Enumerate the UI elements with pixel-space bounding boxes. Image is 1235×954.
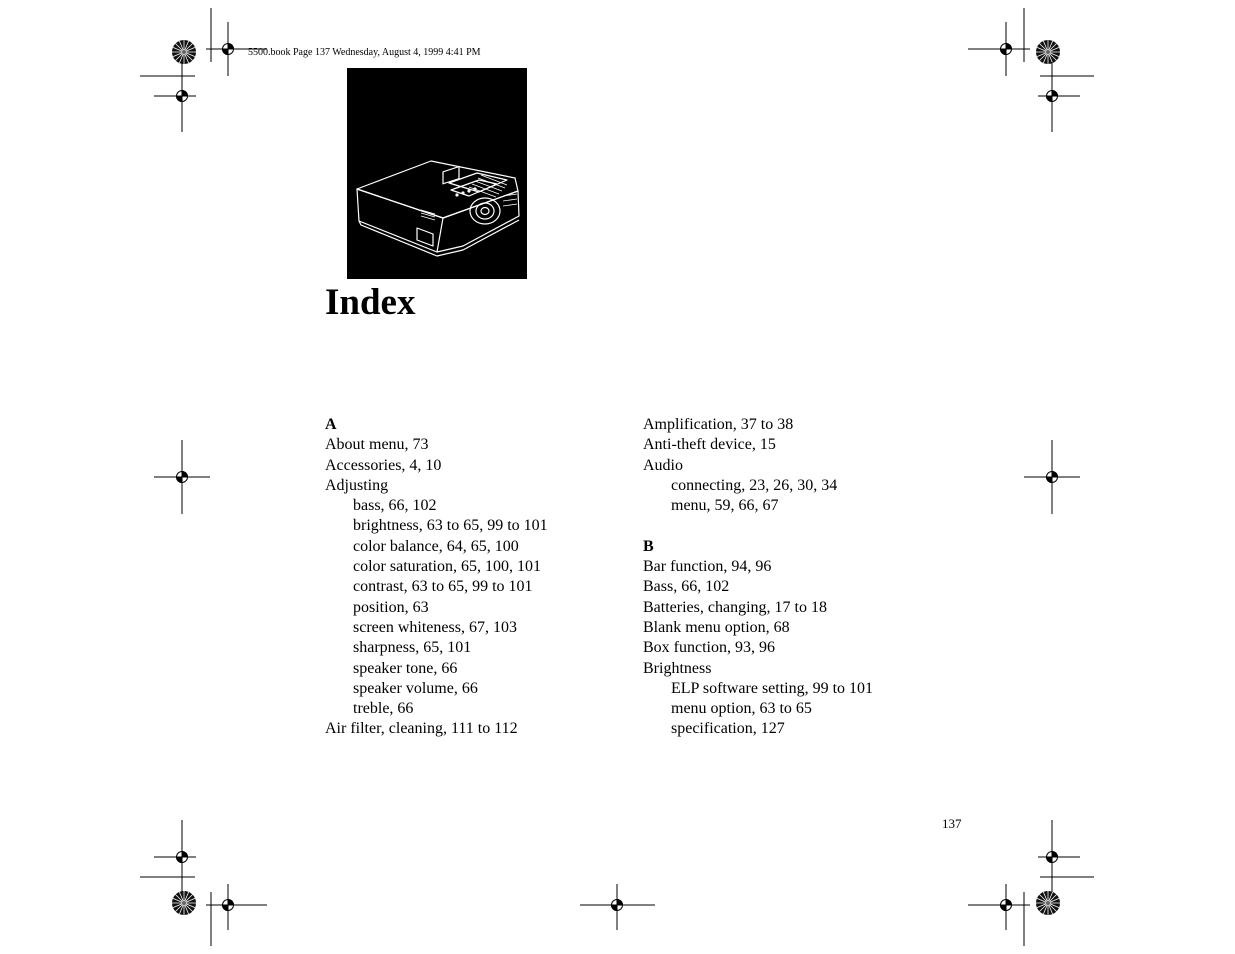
- index-entry: Audio: [643, 456, 683, 474]
- index-subentry: color balance, 64, 65, 100: [353, 537, 519, 555]
- index-entry: Anti-theft device, 15: [643, 436, 776, 454]
- index-entry: Accessories, 4, 10: [325, 456, 442, 474]
- index-entry: Brightness: [643, 659, 712, 677]
- index-entry: Bass, 66, 102: [643, 578, 730, 596]
- index-letter-a: A: [325, 416, 337, 433]
- index-subentry: bass, 66, 102: [353, 497, 437, 515]
- index-subentry: specification, 127: [671, 720, 785, 738]
- index-column-right: [643, 415, 963, 740]
- index-subentry: contrast, 63 to 65, 99 to 101: [353, 578, 533, 596]
- index-entry: About menu, 73: [325, 436, 429, 454]
- index-subentry: color saturation, 65, 100, 101: [353, 558, 541, 576]
- index-subentry: brightness, 63 to 65, 99 to 101: [353, 517, 548, 535]
- index-subentry: menu option, 63 to 65: [671, 700, 812, 718]
- index-entry: Bar function, 94, 96: [643, 558, 772, 576]
- page-title: Index: [325, 282, 416, 323]
- index-entry: Amplification, 37 to 38: [643, 416, 794, 433]
- index-entry: Adjusting: [325, 476, 389, 494]
- index-subentry: screen whiteness, 67, 103: [353, 618, 517, 636]
- projector-illustration: [347, 68, 527, 279]
- index-entry: Blank menu option, 68: [643, 618, 790, 636]
- index-entry: Box function, 93, 96: [643, 639, 775, 657]
- index-letter-b: B: [643, 537, 654, 555]
- index-subentry: connecting, 23, 26, 30, 34: [671, 476, 838, 494]
- page-number: 137: [942, 816, 962, 831]
- index-subentry: treble, 66: [353, 700, 414, 718]
- index-subentry: sharpness, 65, 101: [353, 639, 472, 657]
- index-entry: Air filter, cleaning, 111 to 112: [325, 720, 518, 738]
- index-subentry: menu, 59, 66, 67: [671, 497, 779, 515]
- index-entry: Batteries, changing, 17 to 18: [643, 598, 827, 616]
- index-subentry: speaker tone, 66: [353, 659, 458, 677]
- index-subentry: speaker volume, 66: [353, 679, 478, 697]
- index-subentry: position, 63: [353, 598, 429, 616]
- projector-icon: [347, 68, 527, 279]
- section-gap: [643, 516, 963, 536]
- index-column-left: [325, 415, 625, 740]
- print-slug: 5500.book Page 137 Wednesday, August 4, 1999 4:41 PM: [248, 47, 481, 58]
- index-subentry: ELP software setting, 99 to 101: [671, 679, 874, 697]
